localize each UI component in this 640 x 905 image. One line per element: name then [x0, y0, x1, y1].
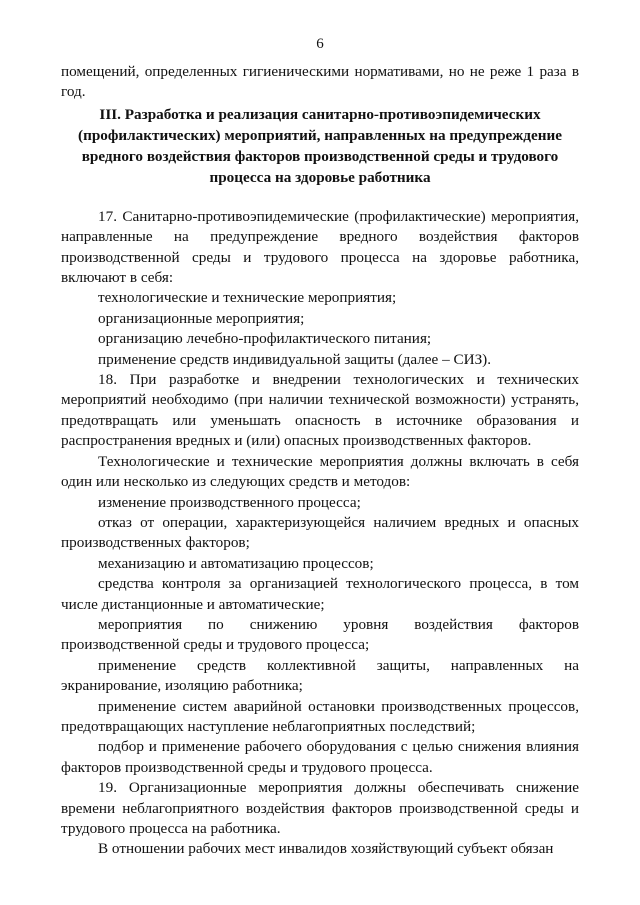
section-title: III. Разработка и реализация санитарно-противоэпидемических (профилактических) мероприятий, направленных на предупреждение вредного воздействия факторов производственной среды и трудового процесса на здоровье работника [78, 105, 562, 186]
list-item: механизацию и автоматизацию процессов; [98, 554, 374, 572]
list-item: применение средств коллективной защиты, направленных на экранирование, изоляцию работника; [61, 656, 579, 695]
list-item: организацию лечебно-профилактического питания; [98, 330, 432, 348]
paragraph: В отношении рабочих мест инвалидов хозяйствующий субъект обязан [98, 840, 554, 858]
list-item: применение средств индивидуальной защиты (далее – СИЗ). [98, 350, 492, 368]
list-item: средства контроля за организацией технологического процесса, в том числе дистанционные и автоматические; [61, 575, 579, 613]
paragraph-18: 18. При разработке и внедрении технологических и технических мероприятий необходимо (при наличии технической возможности) устранять, предотвращать или уменьшать опасность в источнике образования и распространения вредных и (или) опасных производственных факторов. [61, 371, 579, 450]
document-body [61, 62, 579, 860]
paragraph: Технологические и технические мероприятия должны включать в себя один или несколько из следующих средств и методов: [61, 452, 579, 491]
paragraph-19: 19. Организационные мероприятия должны обеспечивать снижение времени неблагоприятного воздействия факторов производственной среды и трудового процесса на работника. [61, 779, 579, 837]
list-item: отказ от операции, характеризующейся наличием вредных и опасных производственных факторов; [61, 513, 579, 552]
paragraph-17: 17. Санитарно-противоэпидемические (профилактические) мероприятия, направленные на предупреждение вредного воздействия факторов производственной среды и трудового процесса на здоровье работника, включают в себя: [61, 207, 579, 287]
list-item: изменение производственного процесса; [98, 493, 361, 511]
list-item: мероприятия по снижению уровня воздействия факторов производственной среды и трудового процесса; [61, 615, 579, 654]
list-item: организационные мероприятия; [98, 309, 305, 327]
page-number: 6 [316, 36, 324, 52]
paragraph: помещений, определенных гигиеническими нормативами, но не реже 1 раза в год. [61, 63, 579, 101]
list-item: технологические и технические мероприятия; [98, 289, 397, 307]
list-item: подбор и применение рабочего оборудования с целью снижения влияния факторов производственной среды и трудового процесса. [61, 738, 579, 776]
section-heading-block [61, 104, 579, 188]
list-item: применение систем аварийной остановки производственных процессов, предотвращающих наступление неблагоприятных последствий; [61, 697, 579, 735]
